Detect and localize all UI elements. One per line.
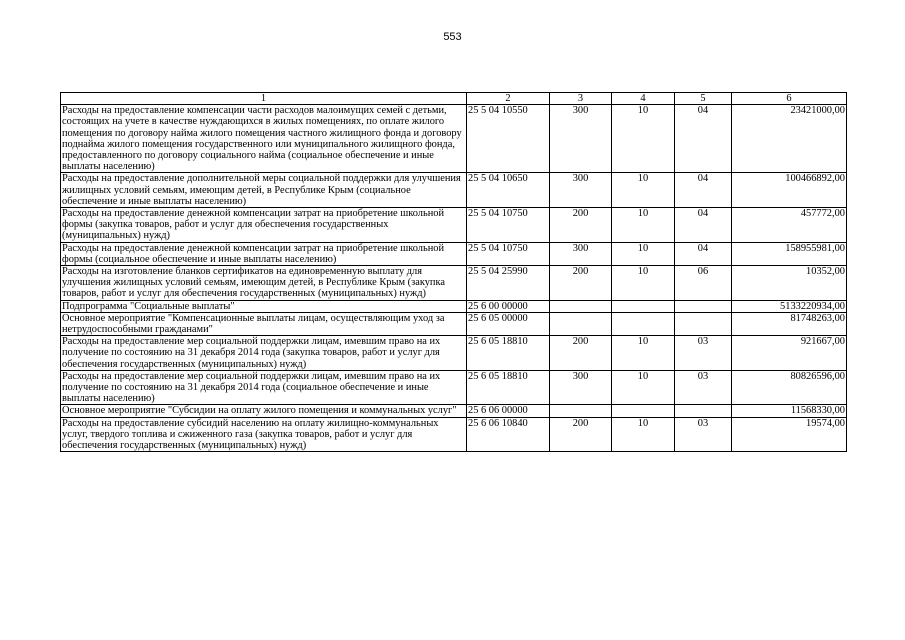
row-name-cell: Основное мероприятие "Компенсационные выплаты лицам, осуществляющим уход за нетрудоспособными гражданами" [61,312,467,335]
row-expense-type-cell [550,405,612,417]
row-section-cell: 10 [612,242,675,265]
row-code-cell: 25 6 05 18810 [467,336,550,371]
table-row [61,173,847,208]
row-name-cell: Расходы на предоставление мер социальной поддержки лицам, имевшим право на их получение по состоянию на 31 декабря 2014 года (закупка товаров, работ и услуг для обеспечения государственных (муниципальных) нужд) [61,336,467,371]
row-subsection-cell: 03 [675,417,732,452]
row-expense-type-cell: 300 [550,242,612,265]
row-subsection-cell: 03 [675,370,732,405]
row-section-cell: 10 [612,208,675,243]
row-subsection-cell [675,312,732,335]
row-expense-type-cell: 300 [550,105,612,173]
table-row [61,336,847,371]
row-expense-type-cell [550,300,612,312]
row-subsection-cell [675,300,732,312]
row-amount-cell: 5133220934,00 [732,300,847,312]
row-amount-cell: 81748263,00 [732,312,847,335]
row-name-cell: Расходы на предоставление денежной компенсации затрат на приобретение школьной формы (социальное обеспечение и иные выплаты населению) [61,242,467,265]
row-name-cell: Расходы на предоставление компенсации части расходов малоимущих семей с детьми, состоящих на учете в качестве нуждающихся в жилых помещениях, по оплате жилого помещения по договору найма жилого помещения частного жилищного фонда и договору поднайма жилого помещения государственного или муниципального жилищного фонда, предоставленного по договору социального найма (социальное обеспечение и иные выплаты населению) [61,105,467,173]
row-section-cell: 10 [612,105,675,173]
row-amount-cell: 19574,00 [732,417,847,452]
table-row [61,105,847,173]
header-cell: 5 [675,93,732,105]
row-amount-cell: 457772,00 [732,208,847,243]
page-number: 553 [443,31,462,43]
table-row [61,266,847,301]
row-section-cell: 10 [612,336,675,371]
row-section-cell [612,312,675,335]
row-name-cell: Расходы на предоставление дополнительной меры социальной поддержки для улучшения жилищных условий семьям, имеющим детей, в Республике Крым (социальное обеспечение и иные выплаты населению) [61,173,467,208]
table-row [61,242,847,265]
header-row [61,93,847,105]
row-name-cell: Расходы на предоставление денежной компенсации затрат на приобретение школьной формы (закупка товаров, работ и услуг для обеспечения государственных (муниципальных) нужд) [61,208,467,243]
row-amount-cell: 921667,00 [732,336,847,371]
row-code-cell: 25 6 05 00000 [467,312,550,335]
header-cell: 2 [467,93,550,105]
row-code-cell: 25 6 06 00000 [467,405,550,417]
row-subsection-cell: 04 [675,173,732,208]
table-row [61,370,847,405]
header-cell: 3 [550,93,612,105]
row-expense-type-cell: 200 [550,266,612,301]
row-expense-type-cell: 200 [550,336,612,371]
table-row [61,300,847,312]
row-expense-type-cell: 300 [550,370,612,405]
row-section-cell: 10 [612,370,675,405]
row-subsection-cell: 04 [675,208,732,243]
row-code-cell: 25 6 05 18810 [467,370,550,405]
row-amount-cell: 80826596,00 [732,370,847,405]
row-subsection-cell: 03 [675,336,732,371]
row-section-cell: 10 [612,417,675,452]
row-amount-cell: 23421000,00 [732,105,847,173]
row-amount-cell: 11568330,00 [732,405,847,417]
row-name-cell: Основное мероприятие "Субсидии на оплату жилого помещения и коммунальных услуг" [61,405,467,417]
row-section-cell: 10 [612,266,675,301]
row-name-cell: Подпрограмма "Социальные выплаты" [61,300,467,312]
row-code-cell: 25 5 04 10750 [467,208,550,243]
row-subsection-cell: 06 [675,266,732,301]
row-subsection-cell: 04 [675,105,732,173]
row-code-cell: 25 5 04 10650 [467,173,550,208]
table-row [61,417,847,452]
row-name-cell: Расходы на изготовление бланков сертификатов на единовременную выплату для улучшения жилищных условий семьям, имеющим детей, в Республике Крым (закупка товаров, работ и услуг для обеспечения государственных (муниципальных) нужд) [61,266,467,301]
row-amount-cell: 10352,00 [732,266,847,301]
row-code-cell: 25 5 04 10550 [467,105,550,173]
row-expense-type-cell: 200 [550,417,612,452]
row-code-cell: 25 6 06 10840 [467,417,550,452]
table-row [61,208,847,243]
row-section-cell [612,405,675,417]
row-subsection-cell [675,405,732,417]
row-name-cell: Расходы на предоставление мер социальной поддержки лицам, имевшим право на их получение по состоянию на 31 декабря 2014 года (социальное обеспечение и иные выплаты населению) [61,370,467,405]
header-cell: 4 [612,93,675,105]
table-row [61,405,847,417]
row-code-cell: 25 5 04 25990 [467,266,550,301]
row-amount-cell: 100466892,00 [732,173,847,208]
row-subsection-cell: 04 [675,242,732,265]
row-expense-type-cell: 200 [550,208,612,243]
header-cell: 6 [732,93,847,105]
row-expense-type-cell [550,312,612,335]
header-cell: 1 [61,93,467,105]
budget-table [60,92,847,452]
row-expense-type-cell: 300 [550,173,612,208]
row-section-cell [612,300,675,312]
row-amount-cell: 158955981,00 [732,242,847,265]
row-name-cell: Расходы на предоставление субсидий населению на оплату жилищно-коммунальных услуг, твердого топлива и сжиженного газа (закупка товаров, работ и услуг для обеспечения государственных (муниципальных) нужд) [61,417,467,452]
row-code-cell: 25 5 04 10750 [467,242,550,265]
row-code-cell: 25 6 00 00000 [467,300,550,312]
table-row [61,312,847,335]
row-section-cell: 10 [612,173,675,208]
